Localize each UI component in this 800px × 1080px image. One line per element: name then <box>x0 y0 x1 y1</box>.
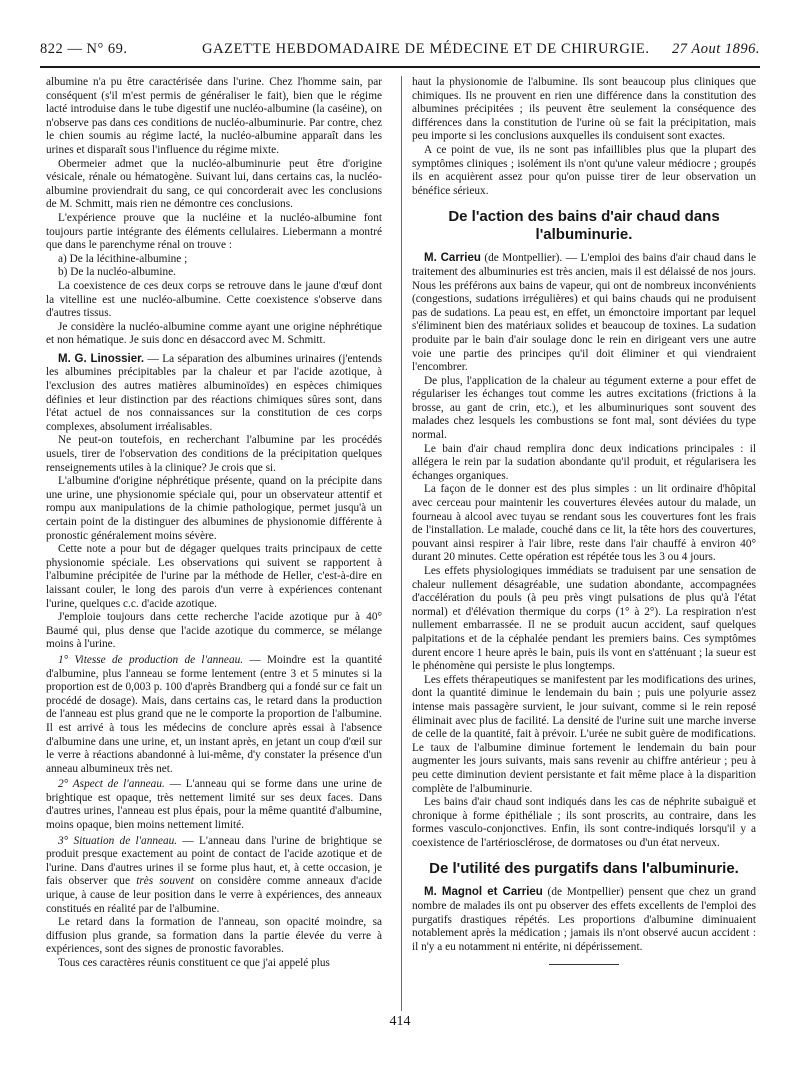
paragraph: A ce point de vue, ils ne sont pas infaillibles plus que la plupart des symptômes cliniques ; isolément ils n'ont qu'une valeur médiocre ; groupés ils en acquièrent assez pour qu'on puisse tirer de leur observation un bénéfice sérieux. <box>412 143 756 197</box>
paragraph: albumine n'a pu être caractérisée dans l'urine. Chez l'homme sain, par conséquent (s'il m'est permis de généraliser le fait), bien que le régime lacté introduise dans le tube digestif une nucléo-albumine (la caséine), on n'observe pas dans ces conditions de nucléo-albuminurie. Par contre, chez le chien soumis au régime lacté, la nucléo-albumine apparaît dans les urines et disparaît sous l'influence du régime mixte. <box>46 76 382 156</box>
speaker-name: M. G. Linossier. <box>58 352 145 365</box>
page-number: 414 <box>389 1014 411 1029</box>
speaker-name: M. Carrieu <box>424 252 481 265</box>
paragraph: J'emploie toujours dans cette recherche l'acide azotique pur à 40° Baumé qui, plus dense que l'acide azotique du commerce, se mélange moins à l'urine. <box>46 611 382 651</box>
section-title: De l'action des bains d'air chaud dans l'albuminurie. <box>448 208 720 244</box>
paragraph: Ne peut-on toutefois, en recherchant l'albumine par les procédés usuels, tirer de l'observation des conditions de la précipitation quelques renseignements utiles à la clinique? Je crois que si. <box>46 434 382 474</box>
paragraph: De plus, l'application de la chaleur au tégument externe a pour effet de régulariser les échanges tout comme les autres excitations (frictions à la brosse, au gant de crin, etc.), et les albuminuriques sont souvent des malades chez lesquels les combustions se font mal, sont déviées du type normal. <box>412 374 756 442</box>
page-issue-number: 822 — N° 69. <box>40 41 128 57</box>
left-column <box>46 76 382 1016</box>
list-item: b) De la nucléo-albumine. <box>58 266 176 279</box>
paragraph: Tous ces caractères réunis constituent ce que j'ai appelé plus <box>58 957 330 969</box>
speaker-text: (de Montpellier). — L'emploi des bains d'air chaud dans le traitement des albuminuries est très ancien, mais il est délaissé de nos jours. Nous les préférons aux bains de vapeur, qui ont de nombreux inconvénients (congestions, sudations irrégulières) et qui bains chauds qui ne produisent pas de sudations. La peau est, en effet, un émonctoire important par lequel s'éliminent bien des matériaux solides et beaucoup de toxines. La sudation produite par le bain d'air soulage donc le rein en dirigeant vers une autre voie une partie des principes qu'il doit éliminer et qui viendraient l'encombrer. <box>412 252 756 374</box>
paragraph: L'albumine d'origine néphrétique présente, quand on la précipite dans une urine, une physionomie spéciale qui, pour un observateur attentif et rompu aux manipulations de la chimie pathologique, permet jusqu'à un certain point de la distinguer des albumines de physionomie différente à pronostic généralement moins sévère. <box>46 475 382 542</box>
speaker-text: — La séparation des albumines urinaires (j'entends les albumines précipitables par la chaleur et par l'acide azotique, à l'exclusion des autres matières albuminoïdes) en espèces chimiques définies et leur distinction par des réactions chimiques sûres sont, dans l'état actuel de nos connaissances sur la constitution de ces corps complexes, absolument irréalisables. <box>46 352 382 433</box>
item-text: on considère comme anneaux d'acide urique, à cause de leur position dans le verre à expériences, des anneaux constitués en réalité par de l'albumine. <box>46 875 382 915</box>
paragraph: Les bains d'air chaud sont indiqués dans les cas de néphrite subaiguë et chronique à forme épithéliale ; ils sont proscrits, au contraire, dans les formes vasculo-conjonctives. Enfin, ils sont contre-indiqués lorsqu'il y a coexistence de l'artériosclérose, de dormatoses ou d'un état nerveux. <box>412 796 756 849</box>
paragraph: Les effets thérapeutiques se manifestent par les modifications des urines, dont la quantité diminue le lendemain du bain ; puis une polyurie assez intense mais passagère survient, le jour suivant, comme si le rein reposé éliminait avec plus de facilité. La densité de l'urine suit une marche inverse de celle de la quantité, fait à prévoir. L'urée ne subit guère de modifications. Le taux de l'albumine diminue fortement le lendemain du bain pour augmenter les jours suivants, mais sans revenir au chiffre antérieur ; peu à peu cette diminution devient persistante et fait même place à la disparition complète de l'albuminurie. <box>412 673 756 795</box>
paragraph: L'expérience prouve que la nucléine et la nucléo-albumine font toujours partie intégrante des éléments cellulaires. Liebermann a montré que dans le parenchyme rénal on trouve : <box>46 211 382 252</box>
item-heading: 3° Situation de l'anneau. <box>58 834 178 847</box>
speaker-paragraph <box>412 886 756 954</box>
running-header <box>40 38 760 60</box>
item-heading: 1° Vitesse de production de l'anneau. <box>58 653 244 666</box>
paragraph: Le retard dans la formation de l'anneau, son opacité moindre, sa diffusion plus grande, sa formation dans la partie élevée du verre à expériences, sont des signes de pronostic favorables. <box>46 916 382 956</box>
numbered-item <box>46 835 382 917</box>
journal-title: GAZETTE HEBDOMADAIRE DE MÉDECINE ET DE CHIRURGIE. <box>202 41 650 57</box>
item-emphasis: très souvent <box>136 875 194 888</box>
numbered-item <box>46 778 382 832</box>
item-text: — Moindre est la quantité d'albumine, plus l'anneau se forme lentement (entre 3 et 5 minutes si la proportion est de 0,003 p. 100 d'après Brandberg qui a fondé sur ce fait un procédé de dosage). Mais, dans certains cas, le retard dans la production de l'anneau est plus grand que ne le comporte la proportion de l'albumine. Il est arrivé à tous les médecins de conclure après essai à l'absence d'albumine dans une urine, et, un instant après, en jetant un coup d'œil sur le verre à réactions abandonné à lui-même, d'y constater la présence d'un anneau albumineux très net. <box>46 653 382 775</box>
section-title: De l'utilité des purgatifs dans l'albuminurie. <box>429 860 739 878</box>
right-column <box>412 76 756 1016</box>
paragraph: Obermeier admet que la nucléo-albuminurie peut être d'origine vésicale, rénale ou hématogène. Suivant lui, dans certains cas, la nucléo-albumine proviendrait du sang, ce qui concorderait avec les conclusions de M. Schmitt, mais rien ne démontre ces conclusions. <box>46 157 382 211</box>
paragraph: Cette note a pour but de dégager quelques traits principaux de cette physionomie spéciale. Les observations qui suivent se rapportent à l'albumine précipitée de l'urine par la méthode de Heller, c'est-à-dire en laissant couler, le long des parois d'un verre à expériences contenant l'urine, quelques c.c. d'acide azotique. <box>46 543 382 610</box>
speaker-name: M. Magnol et Carrieu <box>424 886 543 899</box>
column-divider <box>401 76 402 1011</box>
speaker-paragraph <box>412 252 756 374</box>
paragraph: Je considère la nucléo-albumine comme ayant une origine néphrétique et non hématique. Je suis donc en désaccord avec M. Schmitt. <box>46 320 382 347</box>
speaker-paragraph <box>46 353 382 435</box>
item-text: — L'anneau qui se forme dans une urine de brightique est opaque, très nettement limité sur ses deux faces. Dans d'autres urines, l'anneau est plus épais, pour la même quantité d'albumine, moins opaque, bien moins nettement limité. <box>46 778 382 832</box>
issue-date: 27 Aout 1896. <box>672 41 760 57</box>
paragraph: Le bain d'air chaud remplira donc deux indications principales : il allégera le rein par la sudation abondante qu'il produit, et régularisera les échanges organiques. <box>412 442 756 482</box>
list-item: a) De la lécithine-albumine ; <box>58 252 188 265</box>
paragraph: Les effets physiologiques immédiats se traduisent par une sensation de chaleur nullement désagréable, une sudation abondante, accompagnées d'accélération du pouls (à peu près vingt pulsations de plus qu'à l'état normal) et d'élévation thermique du corps (1° à 2°). La respiration n'est nullement embarrassée. Il ne se produit aucun accident, sauf quelques palpitations et de la céphalée pendant les premiers bains. Ces symptômes durent encore 1 heure après le bain, puis ils vont en s'atténuant ; la sueur est le phénomène qui persiste le plus longtemps. <box>412 565 756 673</box>
paragraph: haut la physionomie de l'albumine. Ils sont beaucoup plus cliniques que chimiques. Ils ne prouvent en rien une différence dans la constitution des albumines précipitées ; ils peuvent être seulement la conséquence des différences dans la constitution de l'urine où se fait la précipitation, mais peu importe si les conclusions auxquelles ils conduisent sont exactes. <box>412 76 756 143</box>
speaker-text: (de Montpellier) pensent que chez un grand nombre de malades ils ont pu observer des effets excellents de l'emploi des purgatifs drastiques répétés. Les proportions d'albumine diminuaient notablement après la médication ; jamais ils n'ont observé aucun accident : il n'y a eu notamment ni entérite, ni dépérissement. <box>412 886 756 953</box>
paragraph: La façon de le donner est des plus simples : un lit ordinaire d'hôpital avec cerceau pour maintenir les couvertures élevées autour du malade, un fourneau à alcool avec tuyau se rendant sous les couvertures font les frais de l'installation. Le malade, couché dans ce lit, la tête hors des couvertures, pouvant ainsi respirer à l'air libre, reste dans l'air chauffé à environ 40° durant 20 minutes. Cette opération est répétée tous les 3 ou 4 jours. <box>412 483 756 564</box>
item-heading: 2° Aspect de l'anneau. <box>58 778 165 791</box>
paragraph: La coexistence de ces deux corps se retrouve dans le jaune d'œuf dont la vitelline est une nucléo-albumine. Cette coexistence s'observe dans d'autres tissus. <box>46 279 382 320</box>
end-rule <box>549 964 619 965</box>
numbered-item <box>46 654 382 776</box>
header-rule <box>40 66 760 68</box>
item-text: — L'anneau dans l'urine de brightique se produit presque exactement au point de contact de l'acide azotique et de l'urine. Dans d'autres urines il se forme plus haut, et, à cette occasion, je fais observer que <box>46 834 382 888</box>
